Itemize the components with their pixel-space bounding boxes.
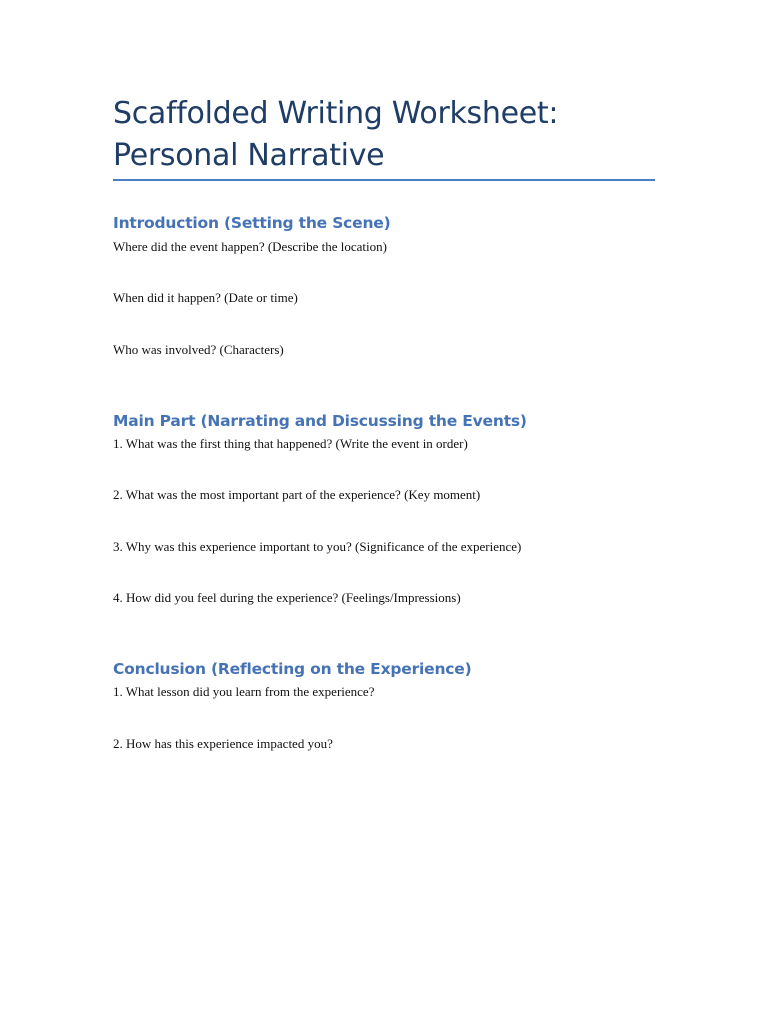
question-where: Where did the event happen? (Describe the location): [113, 239, 387, 254]
question-significance: 3. Why was this experience important to you? (Significance of the experience): [113, 539, 522, 554]
question-who: Who was involved? (Characters): [113, 342, 284, 357]
question-key-moment: 2. What was the most important part of the experience? (Key moment): [113, 487, 481, 502]
question-lesson: 1. What lesson did you learn from the experience?: [113, 684, 375, 699]
question-when: When did it happen? (Date or time): [113, 290, 298, 305]
section-heading-introduction: Introduction (Setting the Scene): [113, 214, 391, 232]
page-title: Scaffolded Writing Worksheet: Personal Narrative: [113, 96, 559, 173]
section-heading-conclusion: Conclusion (Reflecting on the Experience): [113, 660, 472, 678]
section-heading-main-part: Main Part (Narrating and Discussing the Events): [113, 412, 527, 430]
question-impact: 2. How has this experience impacted you?: [113, 736, 333, 751]
question-first-event: 1. What was the first thing that happened? (Write the event in order): [113, 436, 468, 451]
title-divider: [113, 179, 655, 181]
question-feelings: 4. How did you feel during the experience? (Feelings/Impressions): [113, 590, 461, 605]
